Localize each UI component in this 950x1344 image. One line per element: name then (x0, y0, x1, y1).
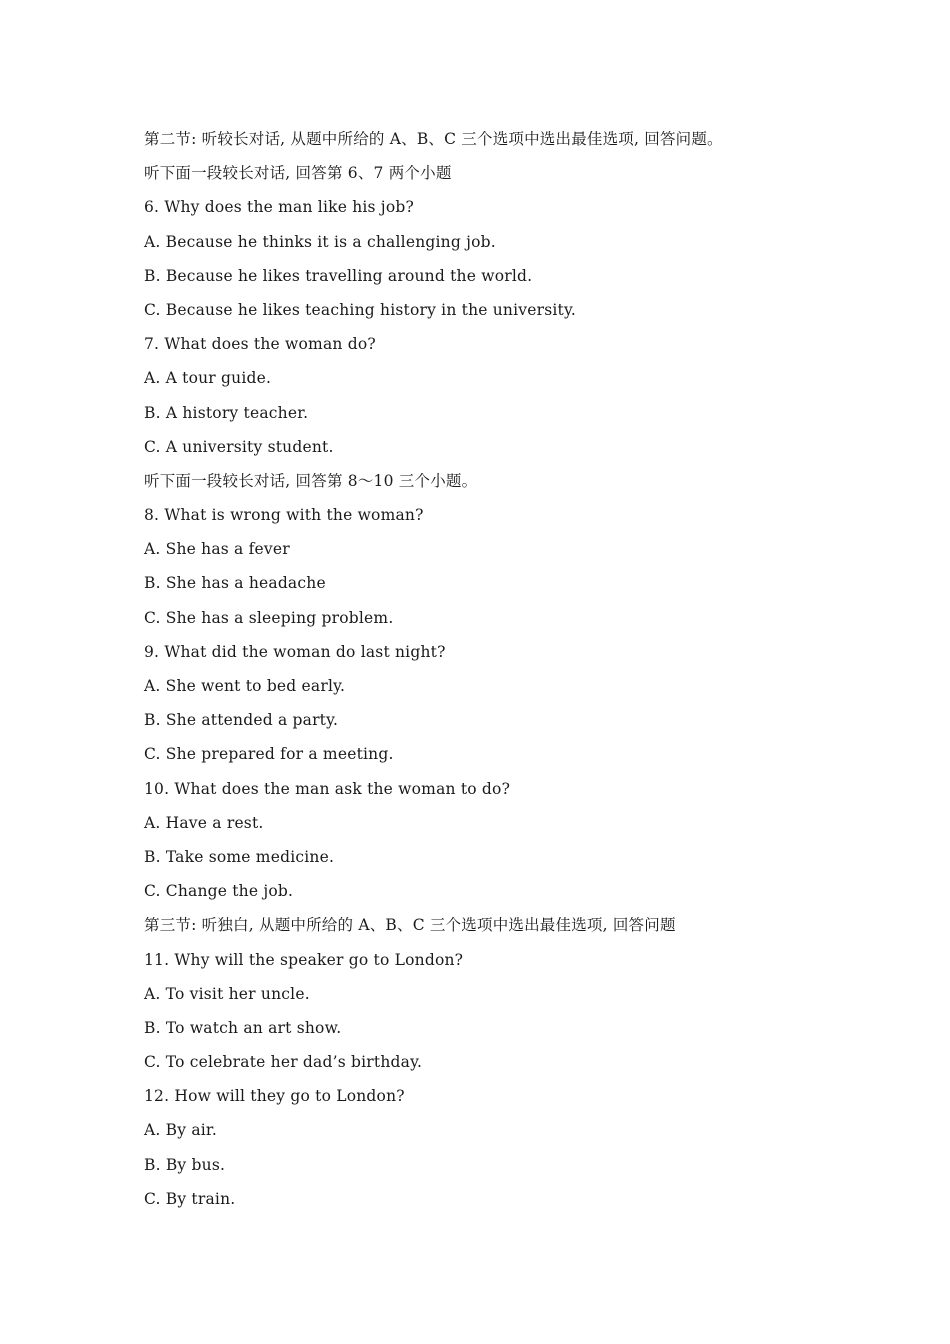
option-7a: A. A tour guide. (144, 369, 272, 388)
option-10a: A. Have a rest. (144, 813, 264, 832)
option-8a: A. She has a fever (144, 540, 290, 559)
question-9: 9. What did the woman do last night? (144, 642, 446, 661)
question-11: 11. Why will the speaker go to London? (144, 950, 464, 969)
option-12a: A. By air. (144, 1121, 217, 1140)
instruction-line: 听下面一段较长对话, 回答第 8～10 三个小题。 (144, 471, 478, 490)
option-11a: A. To visit her uncle. (144, 984, 310, 1003)
option-11b: B. To watch an art show. (144, 1018, 342, 1037)
option-9b: B. She attended a party. (144, 711, 339, 730)
option-10c: C. Change the job. (144, 882, 294, 901)
section-heading: 第三节: 听独白, 从题中所给的 A、B、C 三个选项中选出最佳选项, 回答问题 (144, 916, 676, 935)
question-12: 12. How will they go to London? (144, 1087, 405, 1106)
question-8: 8. What is wrong with the woman? (144, 506, 424, 525)
option-6a: A. Because he thinks it is a challenging job. (144, 232, 496, 251)
option-8c: C. She has a sleeping problem. (144, 608, 394, 627)
option-8b: B. She has a headache (144, 574, 326, 593)
option-7c: C. A university student. (144, 437, 334, 456)
option-7b: B. A history teacher. (144, 403, 309, 422)
option-6c: C. Because he likes teaching history in the university. (144, 300, 576, 319)
question-10: 10. What does the man ask the woman to do? (144, 779, 511, 798)
option-12b: B. By bus. (144, 1155, 226, 1174)
option-6b: B. Because he likes travelling around the world. (144, 266, 533, 285)
option-11c: C. To celebrate her dad’s birthday. (144, 1053, 423, 1072)
option-12c: C. By train. (144, 1189, 236, 1208)
section-heading: 第二节: 听较长对话, 从题中所给的 A、B、C 三个选项中选出最佳选项, 回答问题。 (144, 130, 723, 148)
question-6: 6. Why does the man like his job? (144, 198, 414, 217)
option-9c: C. She prepared for a meeting. (144, 745, 394, 764)
document-page (144, 122, 904, 1216)
question-7: 7. What does the woman do? (144, 335, 376, 354)
instruction-line: 听下面一段较长对话, 回答第 6、7 两个小题 (144, 164, 452, 183)
option-9a: A. She went to bed early. (144, 677, 346, 695)
option-10b: B. Take some medicine. (144, 847, 335, 866)
